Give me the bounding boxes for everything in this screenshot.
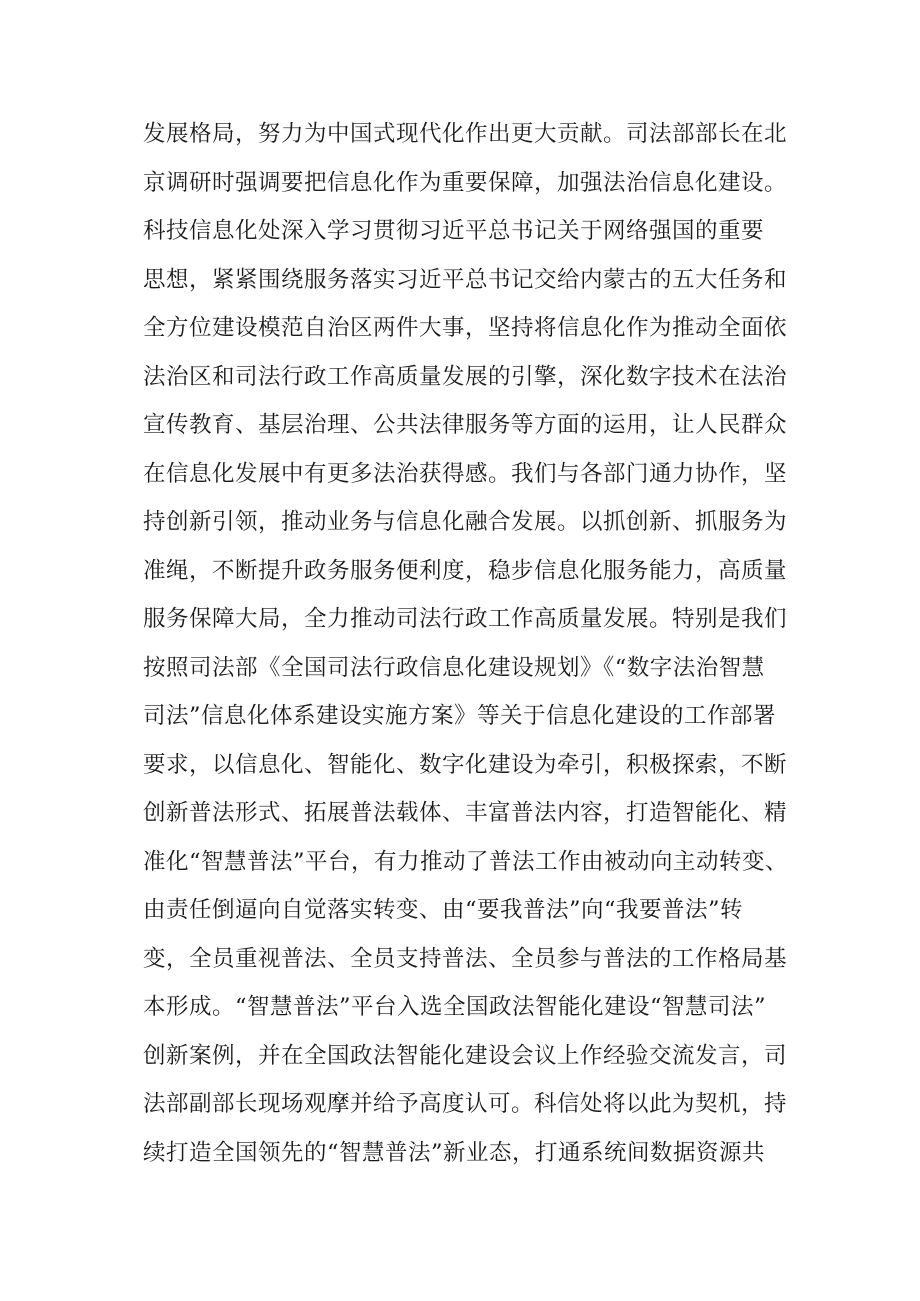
text-line: 变，全员重视普法、全员支持普法、全员参与普法的工作格局基 [143, 945, 788, 972]
body-text [143, 110, 803, 1177]
text-line: 按照司法部《全国司法行政信息化建设规划》《“数字法治智慧 [143, 654, 765, 681]
text-line: 创新普法形式、拓展普法载体、丰富普法内容，打造智能化、精 [143, 800, 788, 826]
text-line: 司法”信息化体系建设实施方案》等关于信息化建设的工作部署 [143, 703, 777, 729]
text-line: 科技信息化处深入学习贯彻习近平总书记关于网络强国的重要 [143, 218, 765, 244]
text-line: 准绳，不断提升政务服务便利度，稳步信息化服务能力，高质量 [143, 557, 788, 584]
text-line: 持创新引领，推动业务与信息化融合发展。以抓创新、抓服务为 [143, 509, 788, 535]
text-line: 法治区和司法行政工作高质量发展的引擎，深化数字技术在法治 [143, 363, 788, 390]
text-line: 准化“智慧普法”平台，有力推动了普法工作由被动向主动转变、 [143, 848, 789, 875]
text-line: 法部副部长现场观摩并给予高度认可。科信处将以此为契机，持 [143, 1091, 788, 1117]
text-line: 由责任倒逼向自觉落实转变、由“要我普法”向“我要普法”转 [143, 897, 744, 923]
text-line: 续打造全国领先的“智慧普法”新业态，打通系统间数据资源共 [143, 1139, 766, 1166]
text-line: 京调研时强调要把信息化作为重要保障，加强法治信息化建设。 [143, 169, 788, 196]
text-line: 要求，以信息化、智能化、数字化建设为牵引，积极探索，不断 [143, 751, 788, 778]
text-line: 本形成。“智慧普法”平台入选全国政法智能化建设“智慧司法” [143, 994, 767, 1020]
text-line: 在信息化发展中有更多法治获得感。我们与各部门通力协作，坚 [143, 460, 788, 487]
text-line: 创新案例，并在全国政法智能化建设会议上作经验交流发言，司 [143, 1042, 788, 1069]
text-line: 发展格局，努力为中国式现代化作出更大贡献。司法部部长在北 [143, 121, 788, 147]
text-line: 服务保障大局，全力推动司法行政工作高质量发展。特别是我们 [143, 606, 788, 632]
text-line: 思想，紧紧围绕服务落实习近平总书记交给内蒙古的五大任务和 [143, 266, 788, 293]
text-line: 全方位建设模范自治区两件大事，坚持将信息化作为推动全面依 [143, 315, 788, 341]
text-line: 宣传教育、基层治理、公共法律服务等方面的运用，让人民群众 [143, 412, 788, 438]
